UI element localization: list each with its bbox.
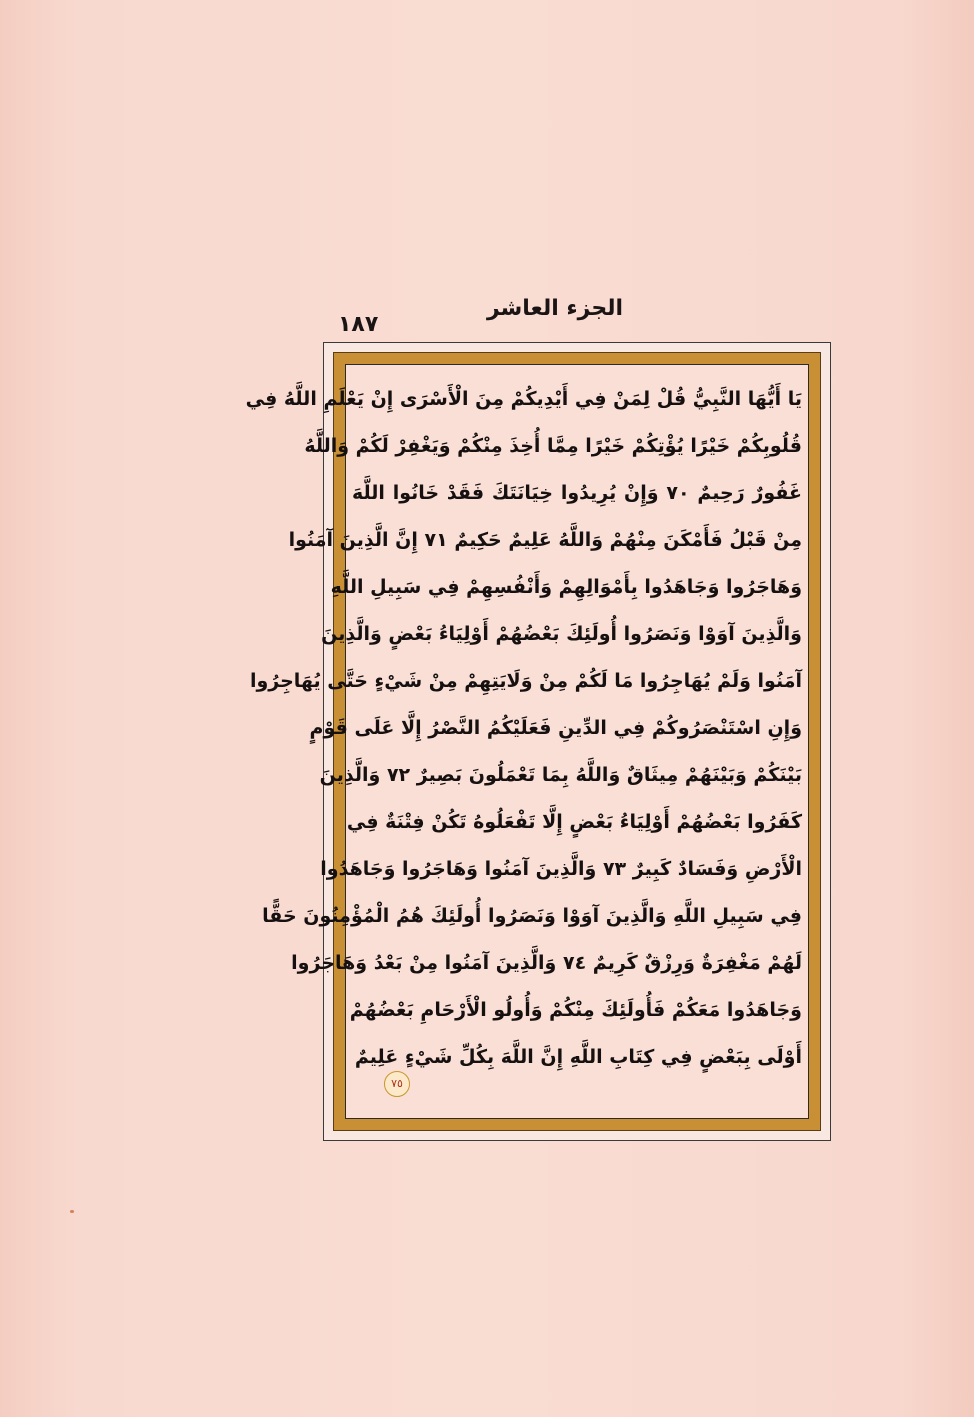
text-line-14: وَجَاهَدُوا مَعَكُمْ فَأُولَئِكَ مِنْكُمْ وَأُولُو الْأَرْحَامِ بَعْضُهُمْ: [349, 999, 802, 1021]
text-line-11: الْأَرْضِ وَفَسَادٌ كَبِيرٌ ٧٣ وَالَّذِينَ آمَنُوا وَهَاجَرُوا وَجَاهَدُوا: [320, 858, 802, 880]
verse-text-block: [245, 376, 802, 1106]
text-line-10: كَفَرُوا بَعْضُهُمْ أَوْلِيَاءُ بَعْضٍ إِلَّا تَفْعَلُوهُ تَكُنْ فِتْنَةٌ فِي: [346, 811, 802, 833]
page-number: ١٨٧: [338, 312, 379, 337]
text-line-5: وَهَاجَرُوا وَجَاهَدُوا بِأَمْوَالِهِمْ وَأَنْفُسِهِمْ فِي سَبِيلِ اللَّهِ: [330, 576, 802, 598]
text-line-9: بَيْنَكُمْ وَبَيْنَهُمْ مِيثَاقٌ وَاللَّهُ بِمَا تَعْمَلُونَ بَصِيرٌ ٧٢ وَالَّذِينَ: [319, 764, 802, 786]
text-line-2: قُلُوبِكُمْ خَيْرًا يُؤْتِكُمْ خَيْرًا مِمَّا أُخِذَ مِنْكُمْ وَيَغْفِرْ لَكُمْ وَاللَّهُ: [304, 435, 802, 457]
paper-blemish: [70, 1210, 74, 1213]
text-line-6: وَالَّذِينَ آوَوْا وَنَصَرُوا أُولَئِكَ بَعْضُهُمْ أَوْلِيَاءُ بَعْضٍ وَالَّذِينَ: [321, 623, 802, 645]
text-line-13: لَهُمْ مَغْفِرَةٌ وَرِزْقٌ كَرِيمٌ ٧٤ وَالَّذِينَ آمَنُوا مِنْ بَعْدُ وَهَاجَرُوا: [291, 952, 802, 974]
text-line-4: مِنْ قَبْلُ فَأَمْكَنَ مِنْهُمْ وَاللَّهُ عَلِيمٌ حَكِيمٌ ٧١ إِنَّ الَّذِينَ آمَنُوا: [288, 529, 802, 551]
juz-title: الجزء العاشر: [486, 296, 624, 321]
text-line-8: وَإِنِ اسْتَنْصَرُوكُمْ فِي الدِّينِ فَعَلَيْكُمُ النَّصْرُ إِلَّا عَلَى قَوْمٍ: [309, 717, 802, 739]
verse-end-marker: ٧٥: [384, 1071, 410, 1097]
text-line-7: آمَنُوا وَلَمْ يُهَاجِرُوا مَا لَكُمْ مِنْ وَلَايَتِهِمْ مِنْ شَيْءٍ حَتَّى يُهَاجِرُوا: [249, 670, 802, 692]
text-line-12: فِي سَبِيلِ اللَّهِ وَالَّذِينَ آوَوْا وَنَصَرُوا أُولَئِكَ هُمُ الْمُؤْمِنُونَ حَقًّا: [262, 905, 802, 927]
text-line-3: غَفُورٌ رَحِيمٌ ٧٠ وَإِنْ يُرِيدُوا خِيَانَتَكَ فَقَدْ خَانُوا اللَّهَ: [352, 482, 802, 504]
text-line-1: يَا أَيُّهَا النَّبِيُّ قُلْ لِمَنْ فِي أَيْدِيكُمْ مِنَ الْأَسْرَى إِنْ يَعْلَمِ اللَّهُ فِي: [245, 388, 802, 410]
text-line-15: أَوْلَى بِبَعْضٍ فِي كِتَابِ اللَّهِ إِنَّ اللَّهَ بِكُلِّ شَيْءٍ عَلِيمٌ: [354, 1046, 802, 1068]
